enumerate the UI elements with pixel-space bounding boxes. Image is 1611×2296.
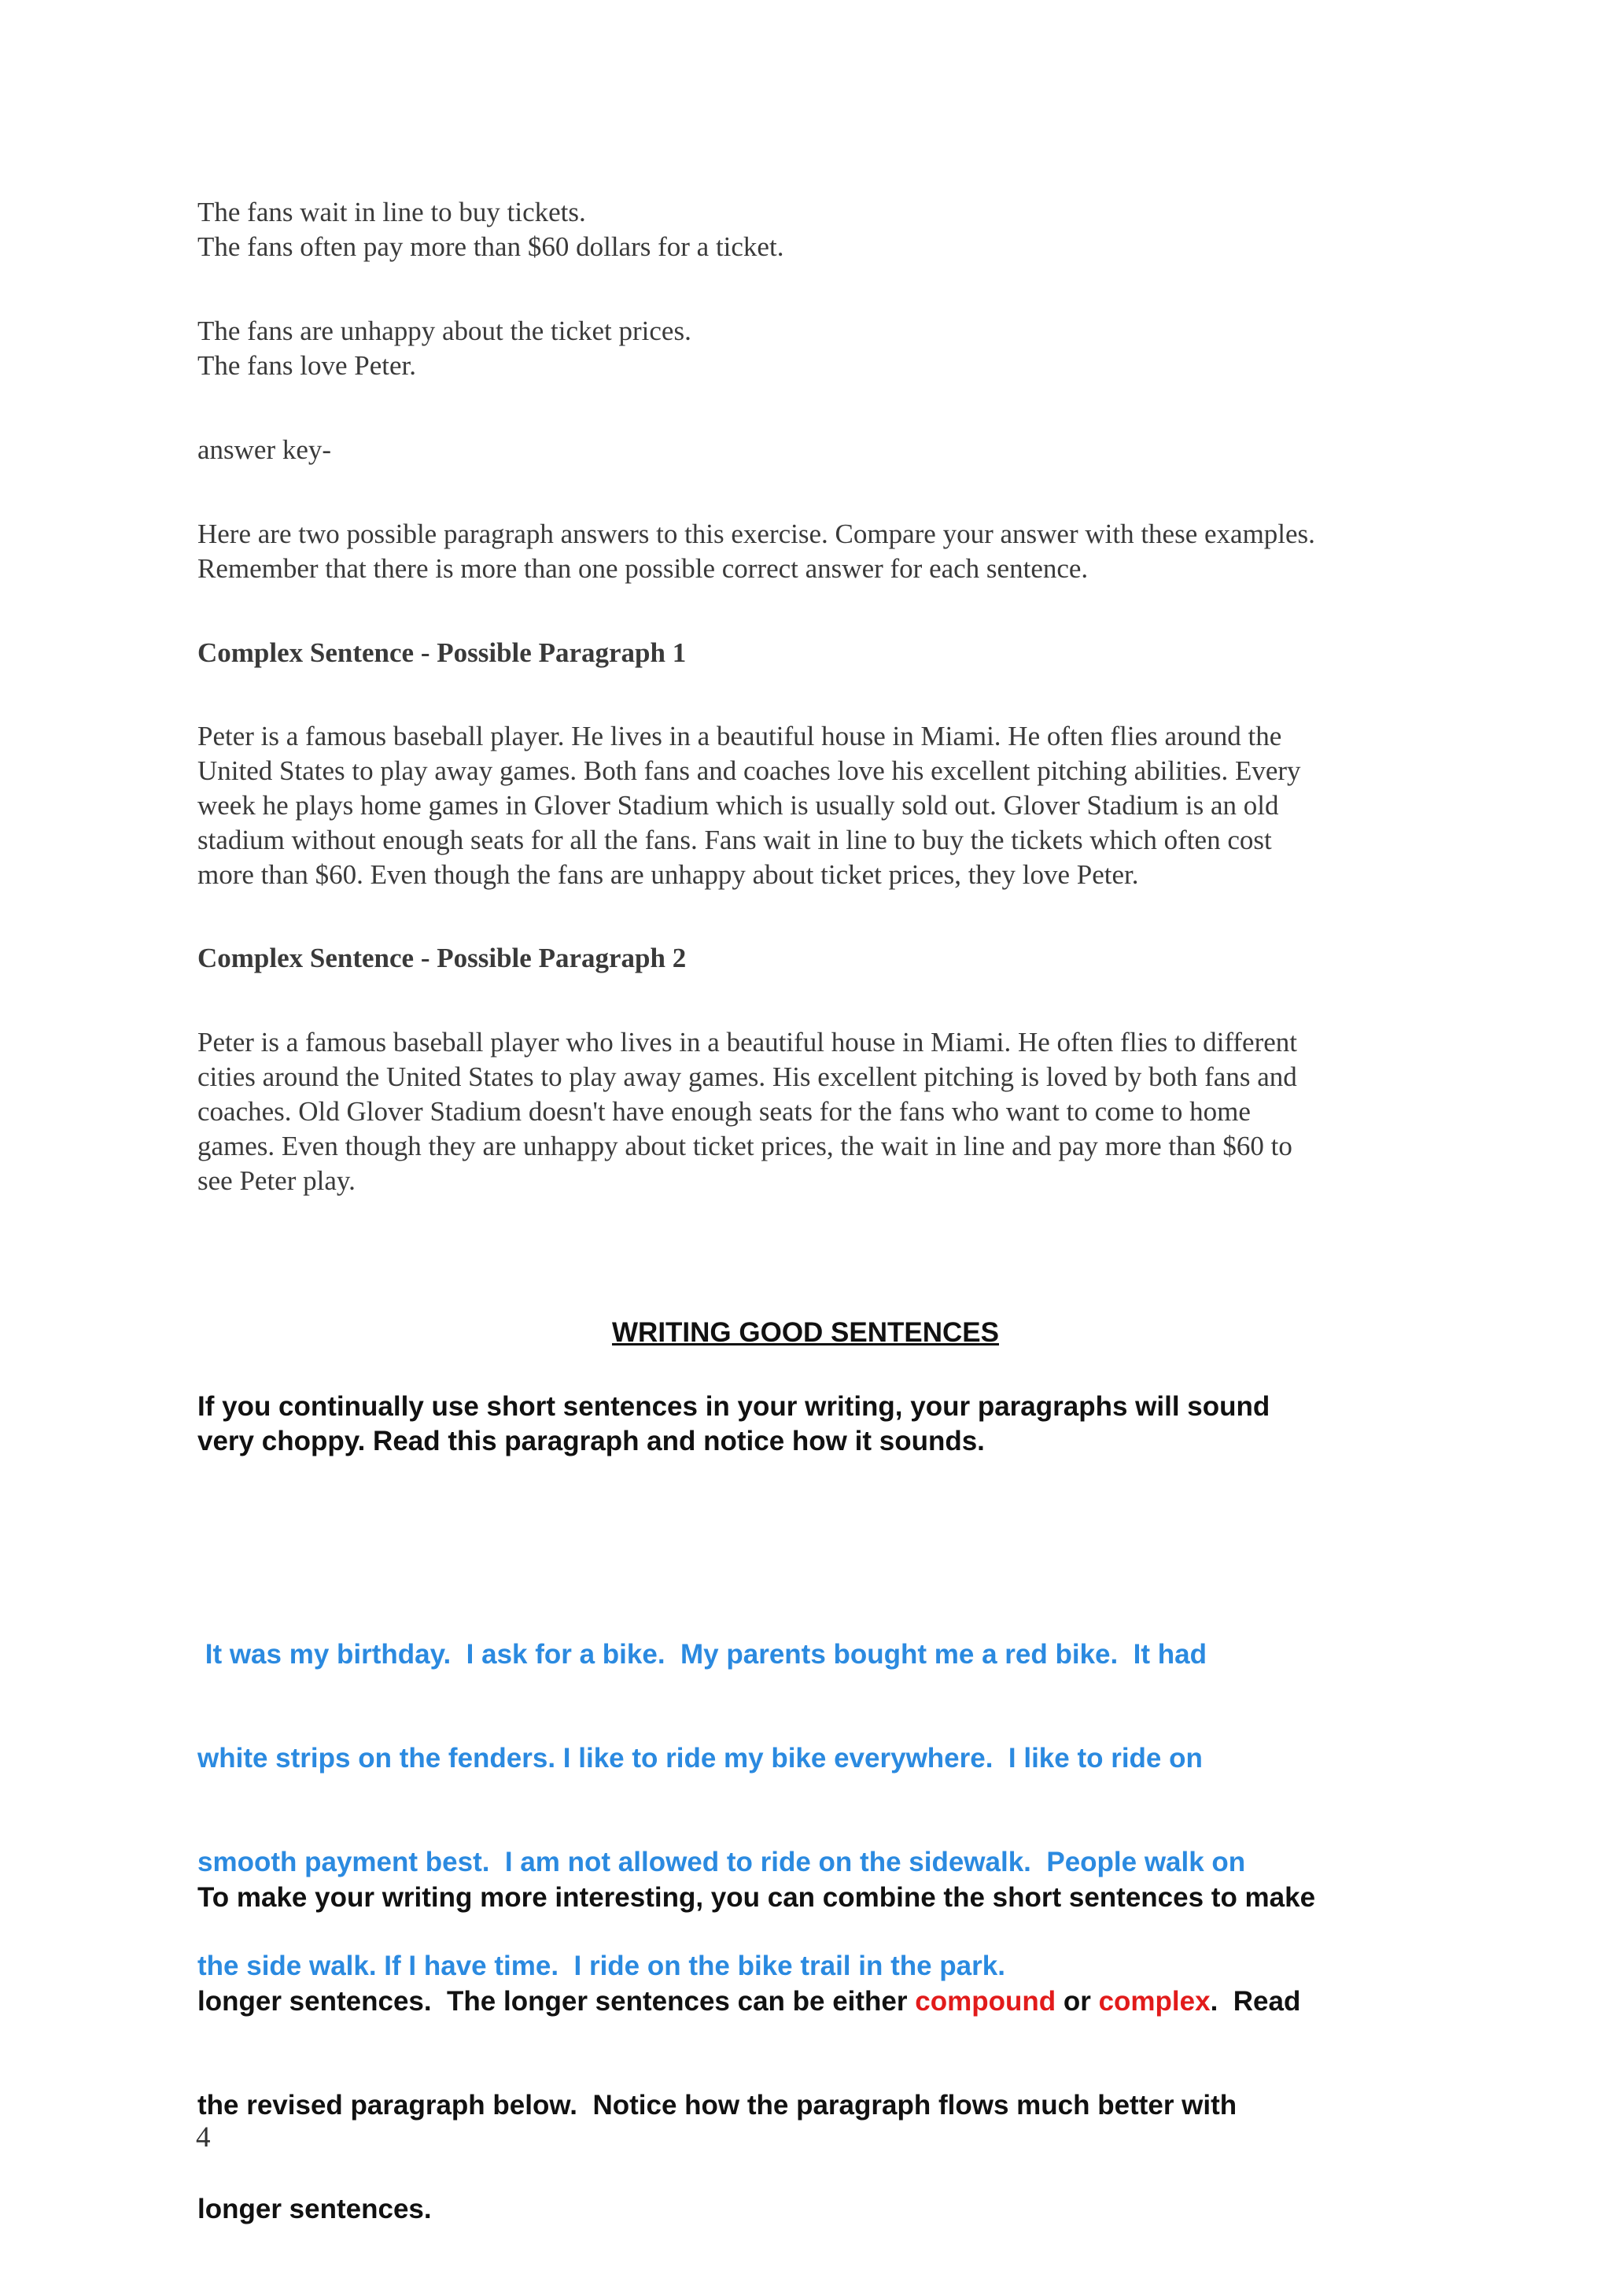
exercise-line: The fans often pay more than $60 dollars for a ticket.: [197, 231, 784, 262]
page-number: 4: [196, 2121, 211, 2154]
paragraph-line: cities around the United States to play away games. His excellent pitching is loved by both fans and: [197, 1061, 1297, 1092]
intro-paragraph: Here are two possible paragraph answers to this exercise. Compare your answer with these examples. Remember that there is more than one possible correct answer for each sentence.: [197, 519, 1315, 584]
combine-paragraph: To make your writing more interesting, you can combine the short sentences to make longer sentences. The longer sentences can be either compound or complex. Read the revised paragraph below. Notice how the paragraph flows much better with longer sentences.: [197, 1811, 1425, 2296]
paragraph-line: Peter is a famous baseball player. He lives in a beautiful house in Miami. He often flies around the: [197, 721, 1282, 751]
paragraph-2: [197, 1025, 1425, 1198]
highlight-complex: complex: [1098, 1986, 1211, 2017]
choppy-intro: If you continually use short sentences in your writing, your paragraphs will sound very choppy. Read this paragraph and notice how it sounds.: [197, 1391, 1270, 1456]
example-line: smooth payment best. I am not allowed to ride on the sidewalk. People walk on: [197, 1847, 1246, 1877]
exercise-group-2: [197, 314, 1425, 383]
paragraph-line: see Peter play.: [197, 1165, 356, 1196]
paragraph-line: United States to play away games. Both fans and coaches love his excellent pitching abilities. Every: [197, 755, 1301, 786]
paragraph-line: coaches. Old Glover Stadium doesn't have enough seats for the fans who want to come to home: [197, 1096, 1251, 1127]
example-line: white strips on the fenders. I like to ride my bike everywhere. I like to ride on: [197, 1743, 1203, 1774]
paragraph-1-heading: Complex Sentence - Possible Paragraph 1: [197, 637, 687, 668]
paragraph-line: week he plays home games in Glover Stadium which is usually sold out. Glover Stadium is an old: [197, 790, 1279, 821]
paragraph-line: Peter is a famous baseball player who lives in a beautiful house in Miami. He often flies to different: [197, 1027, 1298, 1058]
section-title: WRITING GOOD SENTENCES: [612, 1317, 999, 1348]
paragraph-line: stadium without enough seats for all the fans. Fans wait in line to buy the tickets which often cost: [197, 825, 1272, 855]
exercise-line: The fans love Peter.: [197, 350, 416, 381]
example-line: It was my birthday. I ask for a bike. My parents bought me a red bike. It had: [197, 1639, 1207, 1670]
exercise-line: The fans are unhappy about the ticket prices.: [197, 316, 691, 346]
exercise-group-1: [197, 195, 1425, 264]
combine-line-2: longer sentences. The longer sentences can be either compound or complex. Read: [197, 1986, 1301, 2017]
answer-key-label: answer key-: [197, 434, 332, 465]
paragraph-2-heading: Complex Sentence - Possible Paragraph 2: [197, 943, 687, 973]
paragraph-line: games. Even though they are unhappy about ticket prices, the wait in line and pay more than $60 to: [197, 1131, 1292, 1161]
example-line: the side walk. If I have time. I ride on the bike trail in the park.: [197, 1951, 1005, 1981]
paragraph-1: [197, 719, 1425, 892]
highlight-compound: compound: [915, 1986, 1056, 2017]
paragraph-line: more than $60. Even though the fans are unhappy about ticket prices, they love Peter.: [197, 859, 1139, 890]
exercise-line: The fans wait in line to buy tickets.: [197, 197, 586, 227]
